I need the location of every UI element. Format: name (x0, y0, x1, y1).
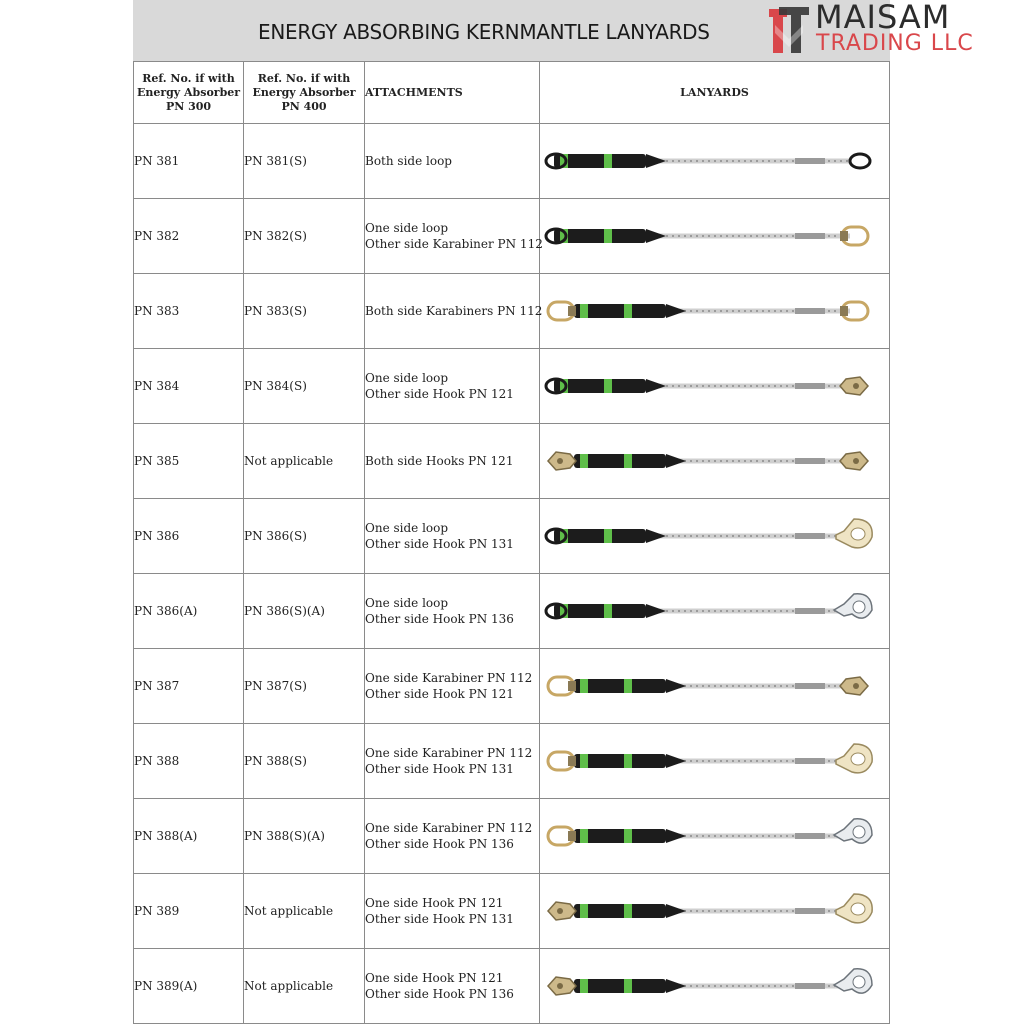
lanyard-image-cell (540, 949, 890, 1024)
right-hook136-icon (834, 969, 872, 993)
ref-pn300-cell: PN 388 (134, 724, 244, 799)
left-hook121-icon (548, 902, 576, 920)
attachments-cell (365, 199, 543, 274)
ref-pn300-cell: PN 388(A) (134, 799, 244, 874)
absorber-connector (646, 379, 666, 393)
absorber-band (580, 904, 588, 918)
rope-sleeve (795, 608, 825, 614)
ref-pn300-cell: PN 385 (134, 424, 244, 499)
attachments-cell (365, 649, 540, 724)
table-row (134, 724, 890, 799)
lanyard-image-cell (540, 574, 890, 649)
absorber-connector (666, 829, 686, 843)
attachment-line: One side loop (365, 521, 449, 535)
column-header-pn400 (244, 62, 365, 124)
absorber-band (580, 679, 588, 693)
absorber-band (624, 979, 632, 993)
right-hook131-icon (836, 519, 872, 548)
lanyard-image-cell (540, 799, 890, 874)
ref-pn400-cell: PN 382(S) (244, 199, 365, 274)
table-header-row (134, 62, 890, 124)
logo-emblem-icon (765, 3, 813, 57)
right-karabiner-icon (840, 302, 868, 320)
lanyard-image (540, 886, 876, 936)
right-hook121-icon (840, 377, 868, 395)
lanyard-image-cell (540, 724, 890, 799)
attachments-cell (365, 574, 540, 649)
attachment-line: One side loop (365, 221, 449, 235)
attachments-cell (365, 799, 540, 874)
column-header-line: PN 300 (165, 99, 212, 113)
column-header-line: Ref. No. if with (257, 71, 351, 85)
table-row (134, 199, 890, 274)
ref-pn400-cell: PN 381(S) (244, 124, 365, 199)
lanyard-image-cell (540, 424, 890, 499)
lanyard-image-cell (540, 874, 890, 949)
attachment-line: One side Karabiner PN 112 (365, 671, 533, 685)
lanyard-image (540, 961, 876, 1011)
rope-sleeve (795, 908, 825, 914)
ref-pn400-cell: PN 388(S) (244, 724, 365, 799)
table-row (134, 124, 890, 199)
absorber-band (580, 304, 588, 318)
table-row (134, 874, 890, 949)
ref-pn400-cell: Not applicable (244, 424, 365, 499)
attachments-cell (365, 349, 540, 424)
attachment-line: Both side loop (365, 154, 452, 168)
ref-pn400-cell: PN 388(S)(A) (244, 799, 365, 874)
page-title: ENERGY ABSORBING KERNMANTLE LANYARDS (258, 20, 710, 44)
lanyard-image (540, 661, 876, 711)
column-header-attachments (365, 62, 540, 124)
absorber-band (624, 829, 632, 843)
left-karabiner-icon (548, 677, 576, 695)
attachment-line: Other side Karabiner PN 112 (365, 237, 543, 251)
right-hook131-icon (836, 894, 872, 923)
right-hook121-icon (840, 452, 868, 470)
ref-pn400-cell: PN 384(S) (244, 349, 365, 424)
absorber-connector (646, 154, 666, 168)
right-hook131-icon (836, 744, 872, 773)
lanyard-image (540, 211, 876, 261)
ref-pn300-cell: PN 386(A) (134, 574, 244, 649)
attachment-line: One side Karabiner PN 112 (365, 746, 533, 760)
attachments-cell (365, 949, 540, 1024)
attachment-line: Other side Hook PN 131 (365, 912, 514, 926)
absorber-band (604, 604, 612, 618)
attachment-line: Other side Hook PN 131 (365, 537, 514, 551)
logo-name: MAISAM (815, 0, 951, 36)
rope-sleeve (795, 983, 825, 989)
attachment-line: Both side Hooks PN 121 (365, 454, 514, 468)
rope-sleeve (795, 458, 825, 464)
rope-sleeve (795, 383, 825, 389)
ref-pn300-cell: PN 384 (134, 349, 244, 424)
absorber-connector (646, 604, 666, 618)
absorber-band (604, 154, 612, 168)
attachment-line: Other side Hook PN 136 (365, 837, 514, 851)
attachment-line: Other side Hook PN 136 (365, 987, 514, 1001)
absorber-band (604, 529, 612, 543)
lanyard-image (540, 511, 876, 561)
attachments-cell (365, 724, 540, 799)
table-row (134, 349, 890, 424)
column-header-pn300 (134, 62, 244, 124)
rope-sleeve (795, 233, 825, 239)
column-header-line: PN 400 (281, 99, 327, 113)
column-header-line: Ref. No. if with (142, 71, 235, 85)
right-hook136-icon (834, 819, 872, 843)
left-karabiner-icon (548, 827, 576, 845)
lanyard-image (540, 436, 876, 486)
absorber-band (624, 904, 632, 918)
ref-pn300-cell: PN 387 (134, 649, 244, 724)
table-row (134, 949, 890, 1024)
lanyard-image (540, 136, 876, 186)
attachment-line: One side Karabiner PN 112 (365, 821, 533, 835)
table-row (134, 274, 890, 349)
catalog-sheet (133, 0, 890, 1024)
column-header-line: Energy Absorber (136, 85, 241, 99)
absorber-band (580, 454, 588, 468)
ref-pn300-cell: PN 381 (134, 124, 244, 199)
left-karabiner-icon (548, 302, 576, 320)
logo-subtitle: TRADING LLC (816, 31, 974, 56)
table-body (134, 124, 890, 1024)
attachments-cell (365, 499, 540, 574)
rope-sleeve (795, 758, 825, 764)
attachment-line: Other side Hook PN 131 (365, 762, 514, 776)
absorber-band (604, 229, 612, 243)
lanyard-table (133, 61, 890, 1024)
lanyard-image-cell (540, 124, 890, 199)
absorber-band (624, 454, 632, 468)
table-row (134, 574, 890, 649)
ref-pn300-cell: PN 382 (134, 199, 244, 274)
absorber-band (624, 304, 632, 318)
lanyard-image-cell (540, 199, 890, 274)
rope-sleeve (795, 683, 825, 689)
left-hook121-icon (548, 977, 576, 995)
attachment-line: Both side Karabiners PN 112 (365, 304, 543, 318)
ref-pn400-cell: PN 386(S)(A) (244, 574, 365, 649)
absorber-connector (666, 979, 686, 993)
attachment-line: One side loop (365, 371, 449, 385)
right-karabiner-icon (840, 227, 868, 245)
table-row (134, 424, 890, 499)
absorber-band (580, 979, 588, 993)
lanyard-image-cell (540, 499, 890, 574)
table-row (134, 649, 890, 724)
left-karabiner-icon (548, 752, 576, 770)
ref-pn300-cell: PN 383 (134, 274, 244, 349)
ref-pn400-cell: PN 383(S) (244, 274, 365, 349)
lanyard-image (540, 361, 876, 411)
lanyard-image (540, 736, 876, 786)
absorber-connector (666, 754, 686, 768)
attachments-cell (365, 874, 540, 949)
absorber-connector (646, 229, 666, 243)
absorber-connector (666, 454, 686, 468)
column-header-line: ATTACHMENTS (365, 85, 463, 99)
attachment-line: Other side Hook PN 121 (365, 387, 514, 401)
attachment-line: One side Hook PN 121 (365, 896, 504, 910)
lanyard-image (540, 286, 876, 336)
attachment-line: One side loop (365, 596, 449, 610)
absorber-connector (666, 679, 686, 693)
attachment-line: One side Hook PN 121 (365, 971, 504, 985)
ref-pn300-cell: PN 386 (134, 499, 244, 574)
left-hook121-icon (548, 452, 576, 470)
ref-pn400-cell: PN 386(S) (244, 499, 365, 574)
attachment-line: Other side Hook PN 136 (365, 612, 514, 626)
table-row (134, 499, 890, 574)
column-header-lanyards (540, 62, 890, 124)
rope-sleeve (795, 833, 825, 839)
absorber-band (580, 754, 588, 768)
right-hook121-icon (840, 677, 868, 695)
attachments-cell (365, 124, 540, 199)
lanyard-image-cell (540, 349, 890, 424)
company-logo (763, 0, 1024, 60)
ref-pn400-cell: PN 387(S) (244, 649, 365, 724)
absorber-connector (666, 904, 686, 918)
table-row (134, 799, 890, 874)
attachment-line: Other side Hook PN 121 (365, 687, 514, 701)
ref-pn400-cell: Not applicable (244, 949, 365, 1024)
lanyard-image-cell (540, 649, 890, 724)
ref-pn400-cell: Not applicable (244, 874, 365, 949)
rope-sleeve (795, 158, 825, 164)
absorber-band (580, 829, 588, 843)
column-header-line: LANYARDS (680, 85, 749, 99)
rope-sleeve (795, 533, 825, 539)
right-loop-icon (850, 154, 870, 168)
ref-pn300-cell: PN 389(A) (134, 949, 244, 1024)
absorber-connector (646, 529, 666, 543)
ref-pn300-cell: PN 389 (134, 874, 244, 949)
rope-sleeve (795, 308, 825, 314)
absorber-connector (666, 304, 686, 318)
absorber-band (624, 754, 632, 768)
right-hook136-icon (834, 594, 872, 618)
lanyard-image (540, 586, 876, 636)
absorber-band (604, 379, 612, 393)
attachments-cell (365, 274, 543, 349)
absorber-band (624, 679, 632, 693)
lanyard-image-cell (540, 274, 890, 349)
column-header-line: Energy Absorber (252, 85, 356, 99)
lanyard-image (540, 811, 876, 861)
attachments-cell (365, 424, 540, 499)
